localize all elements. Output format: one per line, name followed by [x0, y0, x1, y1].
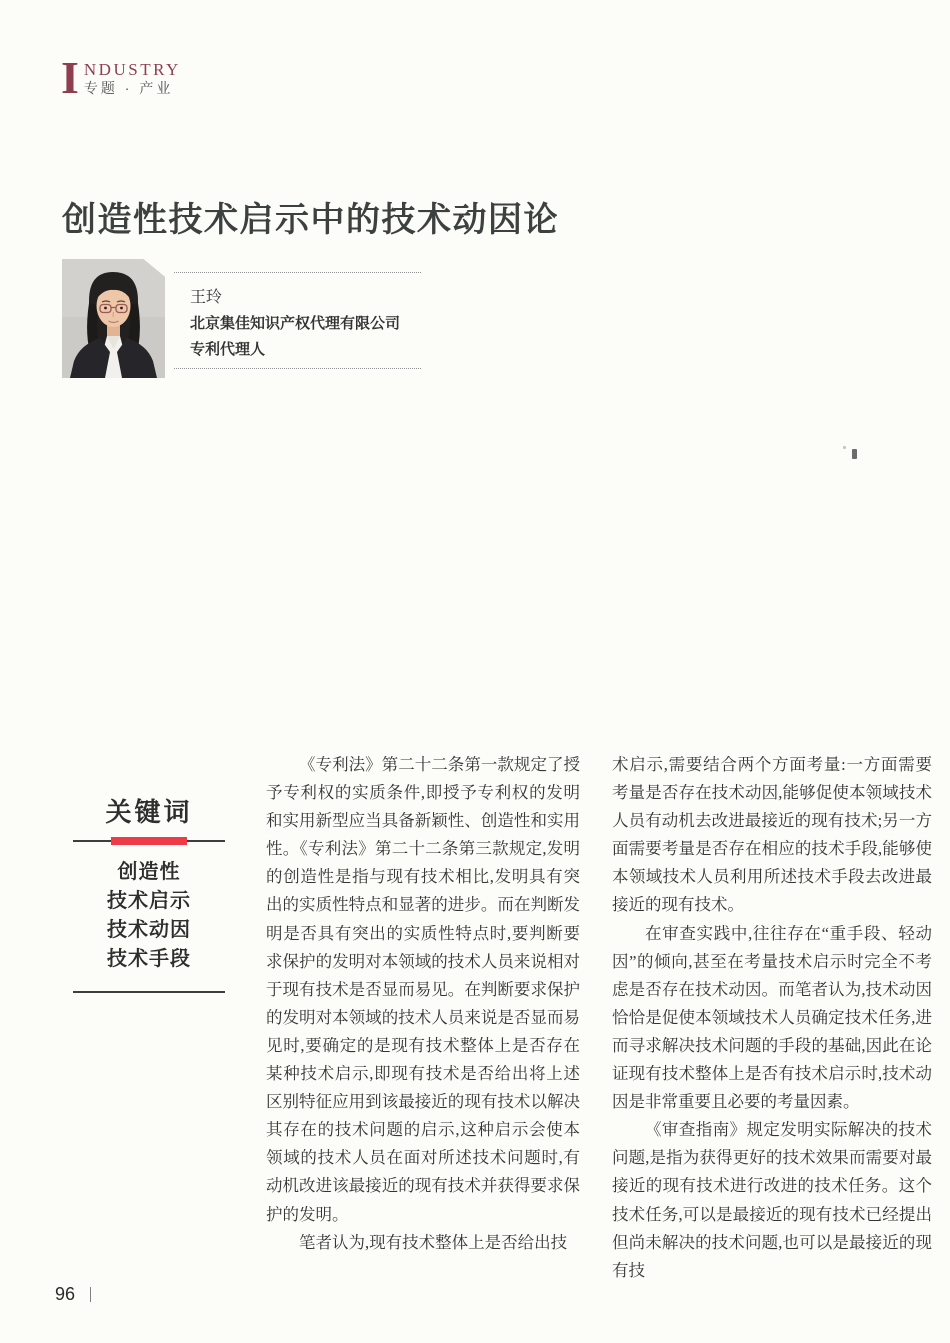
keyword-item: 技术手段	[107, 948, 191, 970]
masthead-section-label: 专题 · 产业	[83, 80, 174, 96]
body-paragraph: 《专利法》第二十二条第一款规定了授予专利权的实质条件,即授予专利权的发明和实用新型应当具备新颖性、创造性和实用性。《专利法》第二十二条第三款规定,发明的创造性是指与现有技术相比,发明具有突出的实质性特点和显著的进步。而在判断发明是否具有突出的实质性特点时,要判断要求保护的发明对本领域的技术人员来说相对于现有技术是否显而易见。在判断要求保护的发明对本领域的技术人员来说是否显而易见时,要确定的是现有技术整体上是否存在某种技术启示,即现有技术是否给出将上述区别特征应用到该最接近的现有技术以解决其存在的技术问题的启示,这种启示会使本领域的技术人员在面对所述技术问题时,有动机改进该最接近的现有技术并获得要求保护的发明。	[266, 755, 580, 1224]
masthead-initial: I	[61, 52, 79, 103]
ink-speck-small	[843, 446, 846, 449]
page-footer	[55, 1284, 91, 1305]
article-title: 创造性技术启示中的技术动因论	[62, 201, 559, 239]
body-paragraph: 术启示,需要结合两个方面考量:一方面需要考量是否存在技术动因,能够促使本领域技术人员有动机去改进最接近的现有技术;另一方面需要考量是否存在相应的技术手段,能够使本领域技术人员利用所述技术手段去改进最接近的现有技术。	[612, 755, 932, 915]
section-masthead	[61, 52, 181, 103]
folio-divider	[90, 1287, 91, 1302]
keywords-list	[73, 858, 225, 974]
author-affiliation: 北京集佳知识产权代理有限公司	[190, 315, 401, 332]
body-paragraph: 笔者认为,现有技术整体上是否给出技	[299, 1232, 568, 1252]
ink-speck	[852, 449, 857, 459]
body-paragraph: 在审查实践中,往往存在“重手段、轻动因”的倾向,甚至在考量技术启示时完全不考虑是否存在技术动因。而笔者认为,技术动因恰恰是促使本领域技术人员确定技术任务,进而寻求解决技术问题的手段的基础,因此在论证现有技术整体上是否有技术启示时,技术动因是非常重要且必要的考量因素。	[612, 923, 932, 1112]
body-column-left	[266, 751, 580, 1257]
keywords-heading: 关键词	[105, 798, 193, 827]
keyword-item: 技术启示	[107, 890, 191, 912]
keywords-accent-bar	[111, 837, 187, 845]
masthead-text	[84, 58, 181, 96]
body-column-right	[612, 751, 932, 1285]
author-block	[62, 259, 421, 378]
author-info	[174, 272, 421, 369]
keywords-bottom-rule	[73, 991, 225, 993]
keyword-item: 技术动因	[107, 919, 191, 941]
keyword-item: 创造性	[117, 861, 181, 883]
body-paragraph: 《审查指南》规定发明实际解决的技术问题,是指为获得更好的技术效果而需要对最接近的现有技术进行改进的技术任务。这个技术任务,可以是最接近的现有技术已经提出但尚未解决的技术问题,也可以是最接近的现有技	[612, 1120, 932, 1280]
keywords-divider-rule	[73, 837, 225, 845]
masthead-word: NDUSTRY	[83, 60, 181, 79]
keywords-box	[73, 797, 225, 993]
author-portrait-graphic	[62, 259, 165, 378]
page-number: 96	[55, 1284, 76, 1304]
author-role: 专利代理人	[190, 341, 266, 358]
author-name: 王玲	[190, 289, 223, 306]
author-photo	[62, 259, 165, 378]
